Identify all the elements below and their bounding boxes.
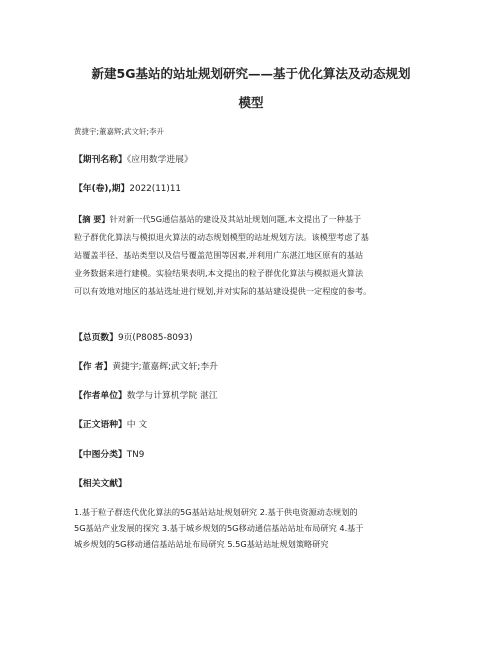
year-value: 2022(11)11 xyxy=(129,184,182,194)
affiliation-label: 【作者单位】 xyxy=(74,391,127,401)
pages-label: 【总页数】 xyxy=(74,333,118,343)
language-value: 中 文 xyxy=(126,420,148,430)
classification-value: TN9 xyxy=(126,450,145,460)
year-field xyxy=(74,183,181,196)
abstract-label: 【摘 要】 xyxy=(74,214,110,224)
pages-value: 9页(P8085-8093) xyxy=(118,333,193,343)
abstract-line: 站覆盖半径、基站类型以及信号覆盖范围等因素,并利用广东湛江地区原有的基站 xyxy=(74,250,364,260)
document-title-line-2: 模型 xyxy=(238,95,264,110)
language-label: 【正文语种】 xyxy=(74,420,127,430)
related-field xyxy=(74,478,127,491)
affiliation-value: 数学与计算机学院 湛江 xyxy=(126,391,218,401)
author-field-label: 【作 者】 xyxy=(74,362,113,372)
abstract-line: 粒子群优化算法与模拟退火算法的动态规划模型的站址规划方法。该模型考虑了基 xyxy=(74,232,369,242)
abstract-line: 业务数据来进行建模。实验结果表明,本文提出的粒子群优化算法与模拟退火算法 xyxy=(74,268,364,278)
abstract-line: 【摘 要】针对新一代5G通信基站的建设及其站址规划问题,本文提出了一种基于 xyxy=(74,214,362,224)
related-references xyxy=(74,504,444,552)
abstract-line: 可以有效地对地区的基站选址进行规划,并对实际的基站建设提供一定程度的参考。 xyxy=(74,286,372,296)
reference-line: 1.基于粒子群迭代优化算法的5G基站站址规划研究 2.基于供电资源动态规划的 xyxy=(74,507,358,517)
reference-line: 城乡规划的5G移动通信基站站址布局研究 5.5G基站站址规划策略研究 xyxy=(74,539,329,549)
classification-field xyxy=(74,449,144,462)
journal-label: 【期刊名称】 xyxy=(74,155,127,165)
document-title-line-1: 新建5G基站的站址规划研究——基于优化算法及动态规划 xyxy=(91,66,411,81)
journal-value: 《应用数学进展》 xyxy=(126,155,193,165)
author-field xyxy=(74,361,218,374)
reference-line: 5G基站产业发展的探究 3.基于城乡规划的5G移动通信基站站址布局研究 4.基于 xyxy=(74,523,364,533)
author-list: 黄捷宇;董嘉辉;武文轩;李升 xyxy=(74,127,165,136)
language-field xyxy=(74,419,147,432)
abstract-paragraph xyxy=(74,210,434,300)
classification-label: 【中图分类】 xyxy=(74,450,127,460)
related-label: 【相关文献】 xyxy=(74,479,127,489)
author-field-value: 黄捷宇;董嘉辉;武文轩;李升 xyxy=(112,362,218,372)
journal-field xyxy=(74,154,193,167)
year-label: 【年(卷),期】 xyxy=(74,184,130,194)
affiliation-field xyxy=(74,390,218,403)
pages-field xyxy=(74,332,193,345)
